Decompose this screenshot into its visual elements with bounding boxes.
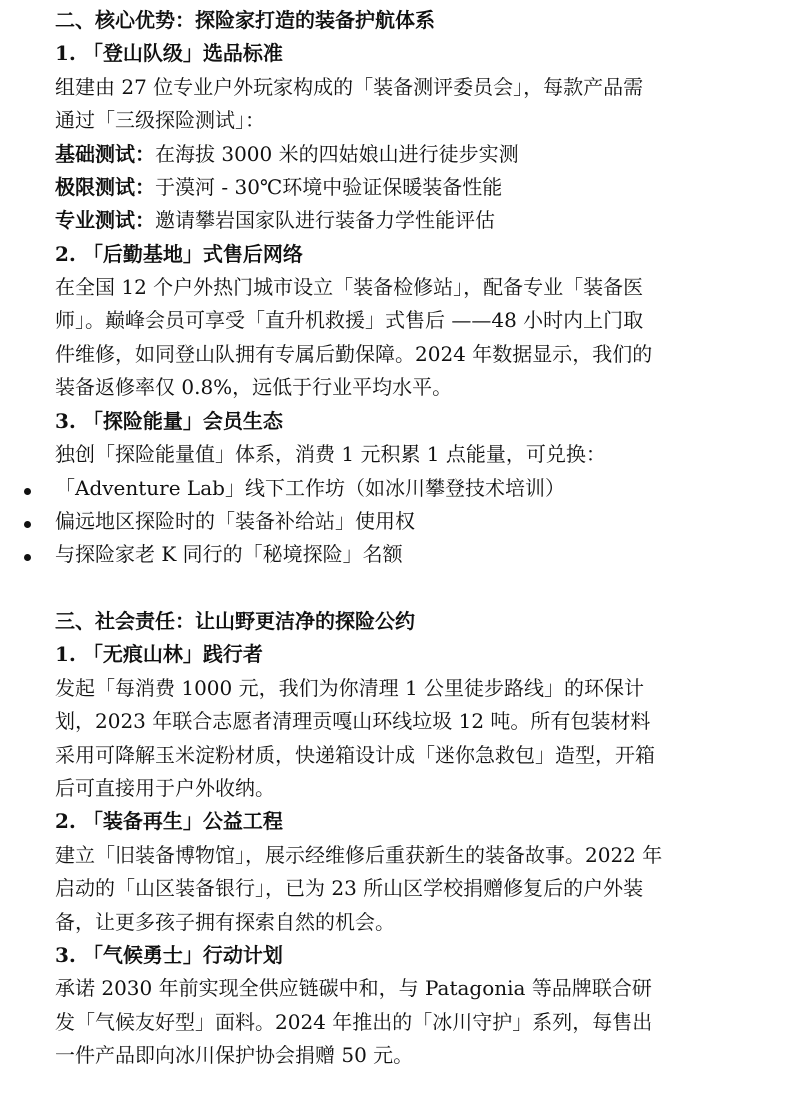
paragraph-line: 建立「旧装备博物馆」，展示经维修后重获新生的装备故事。2022 年 — [55, 843, 663, 867]
test-text: 于漠河 - 30℃环境中验证保暖装备性能 — [155, 175, 503, 199]
paragraph-line: 通过「三级探险测试」： — [55, 108, 265, 132]
test-item-extreme — [55, 171, 759, 204]
section2-sub2-title: 2. 「后勤基地」式售后网络 — [55, 242, 303, 266]
list-item: 偏远地区探险时的「装备补给站」使用权 — [55, 509, 415, 533]
paragraph-line: 发起「每消费 1000 元，我们为你清理 1 公里徒步路线」的环保计 — [55, 676, 645, 700]
test-text: 邀请攀岩国家队进行装备力学性能评估 — [155, 208, 495, 232]
section3-sub3-title: 3. 「气候勇士」行动计划 — [55, 943, 283, 967]
list-item: 「Adventure Lab」线下工作坊（如冰川攀登技术培训） — [55, 476, 565, 500]
paragraph-line: 一件产品即向冰川保护协会捐赠 50 元。 — [55, 1043, 414, 1067]
test-label: 极限测试： — [55, 175, 155, 199]
section3-sub2-title: 2. 「装备再生」公益工程 — [55, 809, 283, 833]
paragraph-line: 启动的「山区装备银行」，已为 23 所山区学校捐赠修复后的户外装 — [55, 876, 644, 900]
paragraph-line: 装备返修率仅 0.8%，远低于行业平均水平。 — [55, 375, 453, 399]
section3-sub1-title: 1. 「无痕山林」践行者 — [55, 642, 263, 666]
test-item-basic — [55, 138, 759, 171]
bullet-dot-icon — [24, 488, 31, 495]
paragraph-line: 师」。巅峰会员可享受「直升机救援」式售后 ——48 小时内上门取 — [55, 308, 644, 332]
paragraph-line: 承诺 2030 年前实现全供应链碳中和，与 Patagonia 等品牌联合研 — [55, 976, 652, 1000]
bullet-dot-icon — [24, 521, 31, 528]
paragraph-line: 后可直接用于户外收纳。 — [55, 776, 275, 800]
test-label: 基础测试： — [55, 142, 155, 166]
section2-sub1-title: 1. 「登山队级」选品标准 — [55, 41, 283, 65]
test-item-professional — [55, 204, 759, 237]
paragraph-line: 发「气候友好型」面料。2024 年推出的「冰川守护」系列，每售出 — [55, 1010, 653, 1034]
test-label: 专业测试： — [55, 208, 155, 232]
bullet-dot-icon — [24, 554, 31, 561]
paragraph-line: 采用可降解玉米淀粉材质，快递箱设计成「迷你急救包」造型，开箱 — [55, 743, 655, 767]
paragraph-line: 独创「探险能量值」体系，消费 1 元积累 1 点能量，可兑换： — [55, 442, 606, 466]
paragraph-line: 划，2023 年联合志愿者清理贡嘎山环线垃圾 12 吨。所有包装材料 — [55, 709, 651, 733]
section3-heading: 三、社会责任：让山野更洁净的探险公约 — [55, 609, 415, 633]
paragraph-line: 在全国 12 个户外热门城市设立「装备检修站」，配备专业「装备医 — [55, 275, 644, 299]
paragraph-line: 组建由 27 位专业户外玩家构成的「装备测评委员会」，每款产品需 — [55, 75, 644, 99]
paragraph-line: 件维修，如同登山队拥有专属后勤保障。2024 年数据显示，我们的 — [55, 342, 653, 366]
paragraph-line: 备，让更多孩子拥有探索自然的机会。 — [55, 910, 395, 934]
section2-heading: 二、核心优势：探险家打造的装备护航体系 — [55, 8, 435, 32]
list-item: 与探险家老 K 同行的「秘境探险」名额 — [55, 542, 403, 566]
section2-sub3-title: 3. 「探险能量」会员生态 — [55, 409, 283, 433]
test-text: 在海拔 3000 米的四姑娘山进行徒步实测 — [155, 142, 519, 166]
